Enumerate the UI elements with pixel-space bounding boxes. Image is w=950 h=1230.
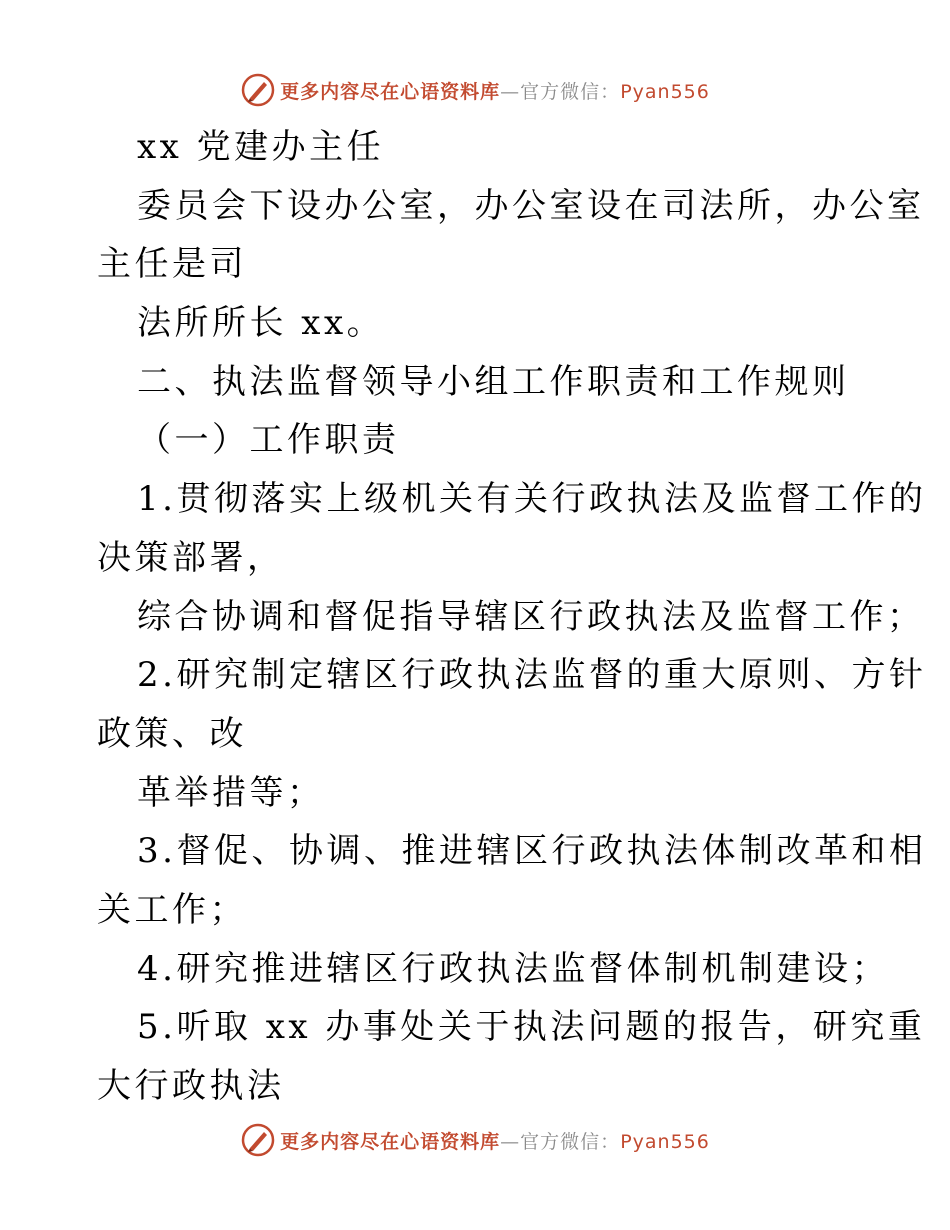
paragraph-line: 委员会下设办公室，办公室设在司法所，办公室 xyxy=(137,185,925,226)
paragraph-line: 决策部署， xyxy=(97,537,285,578)
footer-dash: — xyxy=(500,1130,521,1153)
paragraph-line: 5.听取 xx 办事处关于执法问题的报告，研究重 xyxy=(137,1007,926,1048)
header-banner xyxy=(0,68,950,112)
section-heading: 二、执法监督领导小组工作职责和工作规则 xyxy=(137,361,850,402)
paragraph-line: 大行政执法 xyxy=(97,1066,285,1106)
paragraph-line: 3.督促、协调、推进辖区行政执法体制改革和相 xyxy=(137,831,927,872)
paragraph-line: 政策、改 xyxy=(97,713,247,754)
header-wechat-id: Pyan556 xyxy=(620,80,710,103)
paragraph-line: 法所所长 xx。 xyxy=(137,303,385,344)
pen-logo-icon xyxy=(240,1122,276,1158)
document-body xyxy=(97,118,927,1116)
paragraph-line: 主任是司 xyxy=(97,244,247,285)
subsection-heading: （一）工作职责 xyxy=(137,420,400,461)
paragraph-line: 4.研究推进辖区行政执法监督体制机制建设； xyxy=(137,948,889,989)
footer-wechat-id: Pyan556 xyxy=(620,1130,710,1153)
header-sub-text: 官方微信： xyxy=(520,80,621,103)
paragraph-line: 综合协调和督促指导辖区行政执法及监督工作； xyxy=(137,596,925,637)
paragraph-line: 关工作； xyxy=(97,889,247,930)
paragraph-line: 2.研究制定辖区行政执法监督的重大原则、方针 xyxy=(137,655,927,696)
header-main-text: 更多内容尽在心语资料库 xyxy=(280,80,501,103)
footer-sub-text: 官方微信： xyxy=(520,1130,621,1153)
paragraph-line: 1.贯彻落实上级机关有关行政执法及监督工作的 xyxy=(137,479,927,520)
paragraph-line: xx 党建办主任 xyxy=(137,127,385,167)
footer-main-text: 更多内容尽在心语资料库 xyxy=(280,1130,501,1153)
header-dash: — xyxy=(500,80,521,103)
footer-banner xyxy=(0,1118,950,1162)
paragraph-line: 革举措等； xyxy=(137,772,325,813)
pen-logo-icon xyxy=(240,72,276,108)
